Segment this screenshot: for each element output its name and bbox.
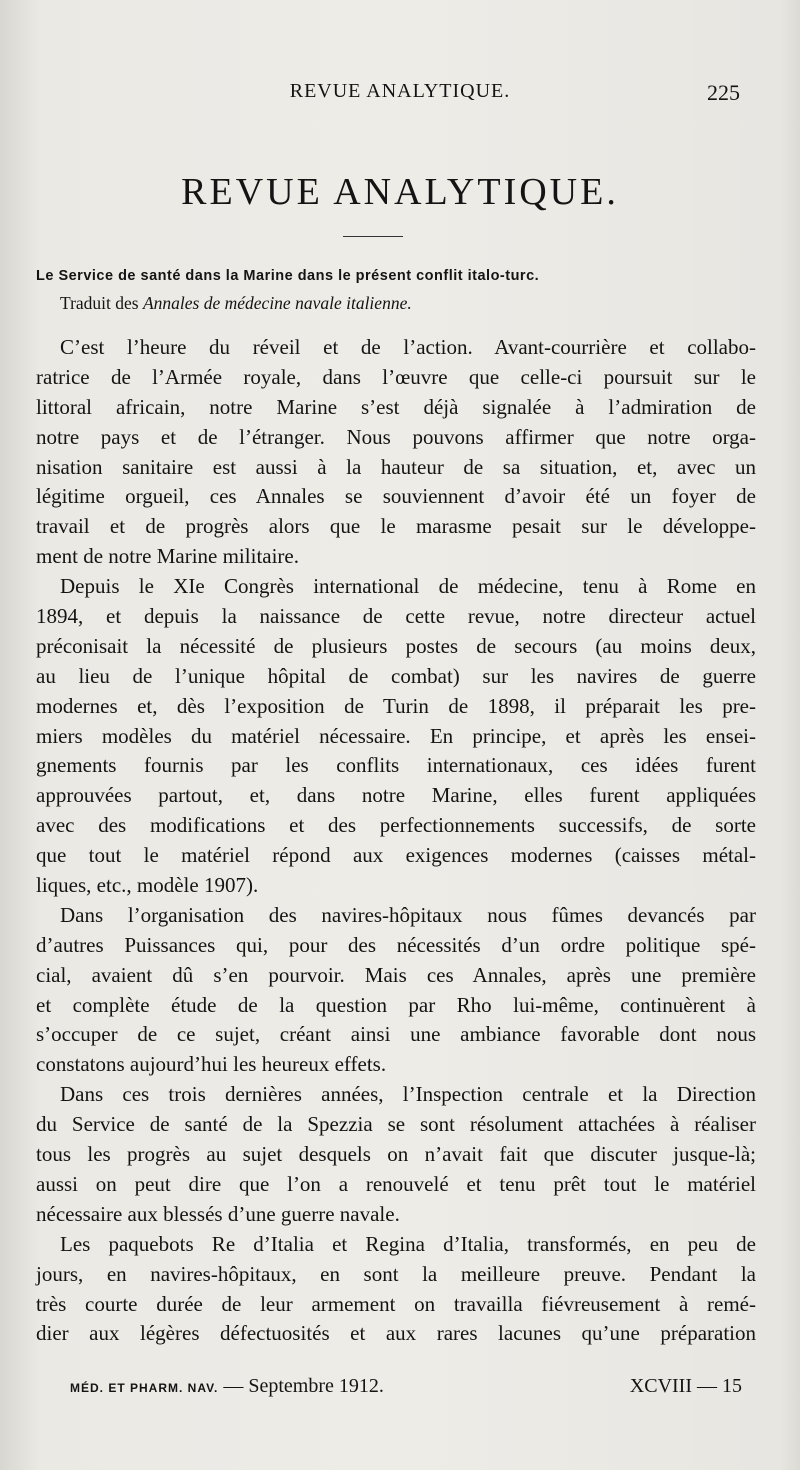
footer-publication <box>70 1375 384 1398</box>
text-line: miers modèles du matériel nécessaire. En principe, et après les ensei- <box>36 723 756 748</box>
footer-journal-abbrev: MÉD. ET PHARM. NAV. <box>70 1381 219 1395</box>
text-line: Dans ces trois dernières années, l’Inspection centrale et la Direction <box>60 1082 756 1107</box>
source-prefix: Traduit des <box>60 293 143 313</box>
text-line: travail et de progrès alors que le marasme pesait sur le développe- <box>36 514 756 539</box>
text-line: ratrice de l’Armée royale, dans l’œuvre que celle-ci poursuit sur le <box>36 364 756 389</box>
text-line: tous les progrès au sujet desquels on n’avait fait que discuter jusque-là; <box>36 1142 756 1167</box>
running-title: REVUE ANALYTIQUE. <box>289 80 511 102</box>
text-line: C’est l’heure du réveil et de l’action. Avant-courrière et collabo- <box>60 335 756 359</box>
footer-signature: XCVIII — 15 <box>629 1375 742 1397</box>
text-line: liques, etc., modèle 1907). <box>36 873 259 898</box>
text-line: au lieu de l’unique hôpital de combat) sur les navires de guerre <box>36 663 756 688</box>
text-line: approuvées partout, et, dans notre Marine, elles furent appliquées <box>36 783 756 808</box>
text-line: d’autres Puissances qui, pour des nécessités d’un ordre politique spé- <box>36 932 756 957</box>
text-line: Les paquebots Re d’Italia et Regina d’Italia, transformés, en peu de <box>60 1231 756 1256</box>
text-line: et complète étude de la question par Rho lui-même, continuèrent à <box>36 992 756 1017</box>
text-line: notre pays et de l’étranger. Nous pouvons affirmer que notre orga- <box>36 424 756 449</box>
text-line: du Service de santé de la Spezzia se sont résolument attachées à réaliser <box>36 1112 756 1137</box>
source-journal: Annales de médecine navale italienne. <box>142 293 412 313</box>
text-line: nécessaire aux blessés d’une guerre navale. <box>36 1201 400 1226</box>
footer-date: — Septembre 1912. <box>218 1375 384 1397</box>
text-line: Depuis le XIe Congrès international de médecine, tenu à Rome en <box>60 574 756 599</box>
article-body <box>36 333 756 1349</box>
text-line: jours, en navires-hôpitaux, en sont la meilleure preuve. Pendant la <box>36 1261 756 1286</box>
title-divider <box>343 236 403 237</box>
text-line: cial, avaient dû s’en pourvoir. Mais ces Annales, après une première <box>36 962 756 987</box>
text-line: dier aux légères défectuosités et aux rares lacunes qu’une préparation <box>36 1321 756 1346</box>
text-line: littoral africain, notre Marine s’est déjà signalée à l’admiration de <box>36 394 756 419</box>
text-line: modernes et, dès l’exposition de Turin de 1898, il préparait les pre- <box>36 693 756 718</box>
article-title: Le Service de santé dans la Marine dans le présent conflit italo-turc. <box>36 268 540 284</box>
text-line: ment de notre Marine militaire. <box>36 544 299 569</box>
text-line: que tout le matériel répond aux exigences modernes (caisses métal- <box>36 843 756 868</box>
text-line: 1894, et depuis la naissance de cette revue, notre directeur actuel <box>36 604 756 629</box>
text-line: aussi on peut dire que l’on a renouvelé et tenu prêt tout le matériel <box>36 1171 756 1196</box>
running-header <box>60 80 740 110</box>
text-line: préconisait la nécessité de plusieurs postes de secours (au moins deux, <box>36 633 756 658</box>
text-line: Dans l’organisation des navires-hôpitaux nous fûmes devancés par <box>60 902 756 927</box>
text-line: légitime orgueil, ces Annales se souviennent d’avoir été un foyer de <box>36 484 756 509</box>
section-title: REVUE ANALYTIQUE. <box>181 171 619 213</box>
text-line: nisation sanitaire est aussi à la hauteur de sa situation, et, avec un <box>36 454 756 479</box>
text-line: gnements fournis par les conflits internationaux, ces idées furent <box>36 753 756 778</box>
page-footer <box>70 1375 760 1405</box>
text-line: avec des modifications et des perfectionnements successifs, de sorte <box>36 813 756 838</box>
text-line: constatons aujourd’hui les heureux effets. <box>36 1052 387 1077</box>
article-source <box>60 293 760 314</box>
text-line: très courte durée de leur armement on travailla fiévreusement à remé- <box>36 1291 756 1316</box>
text-line: s’occuper de ce sujet, créant ainsi une ambiance favorable dont nous <box>36 1022 756 1047</box>
page-number: 225 <box>707 80 740 105</box>
